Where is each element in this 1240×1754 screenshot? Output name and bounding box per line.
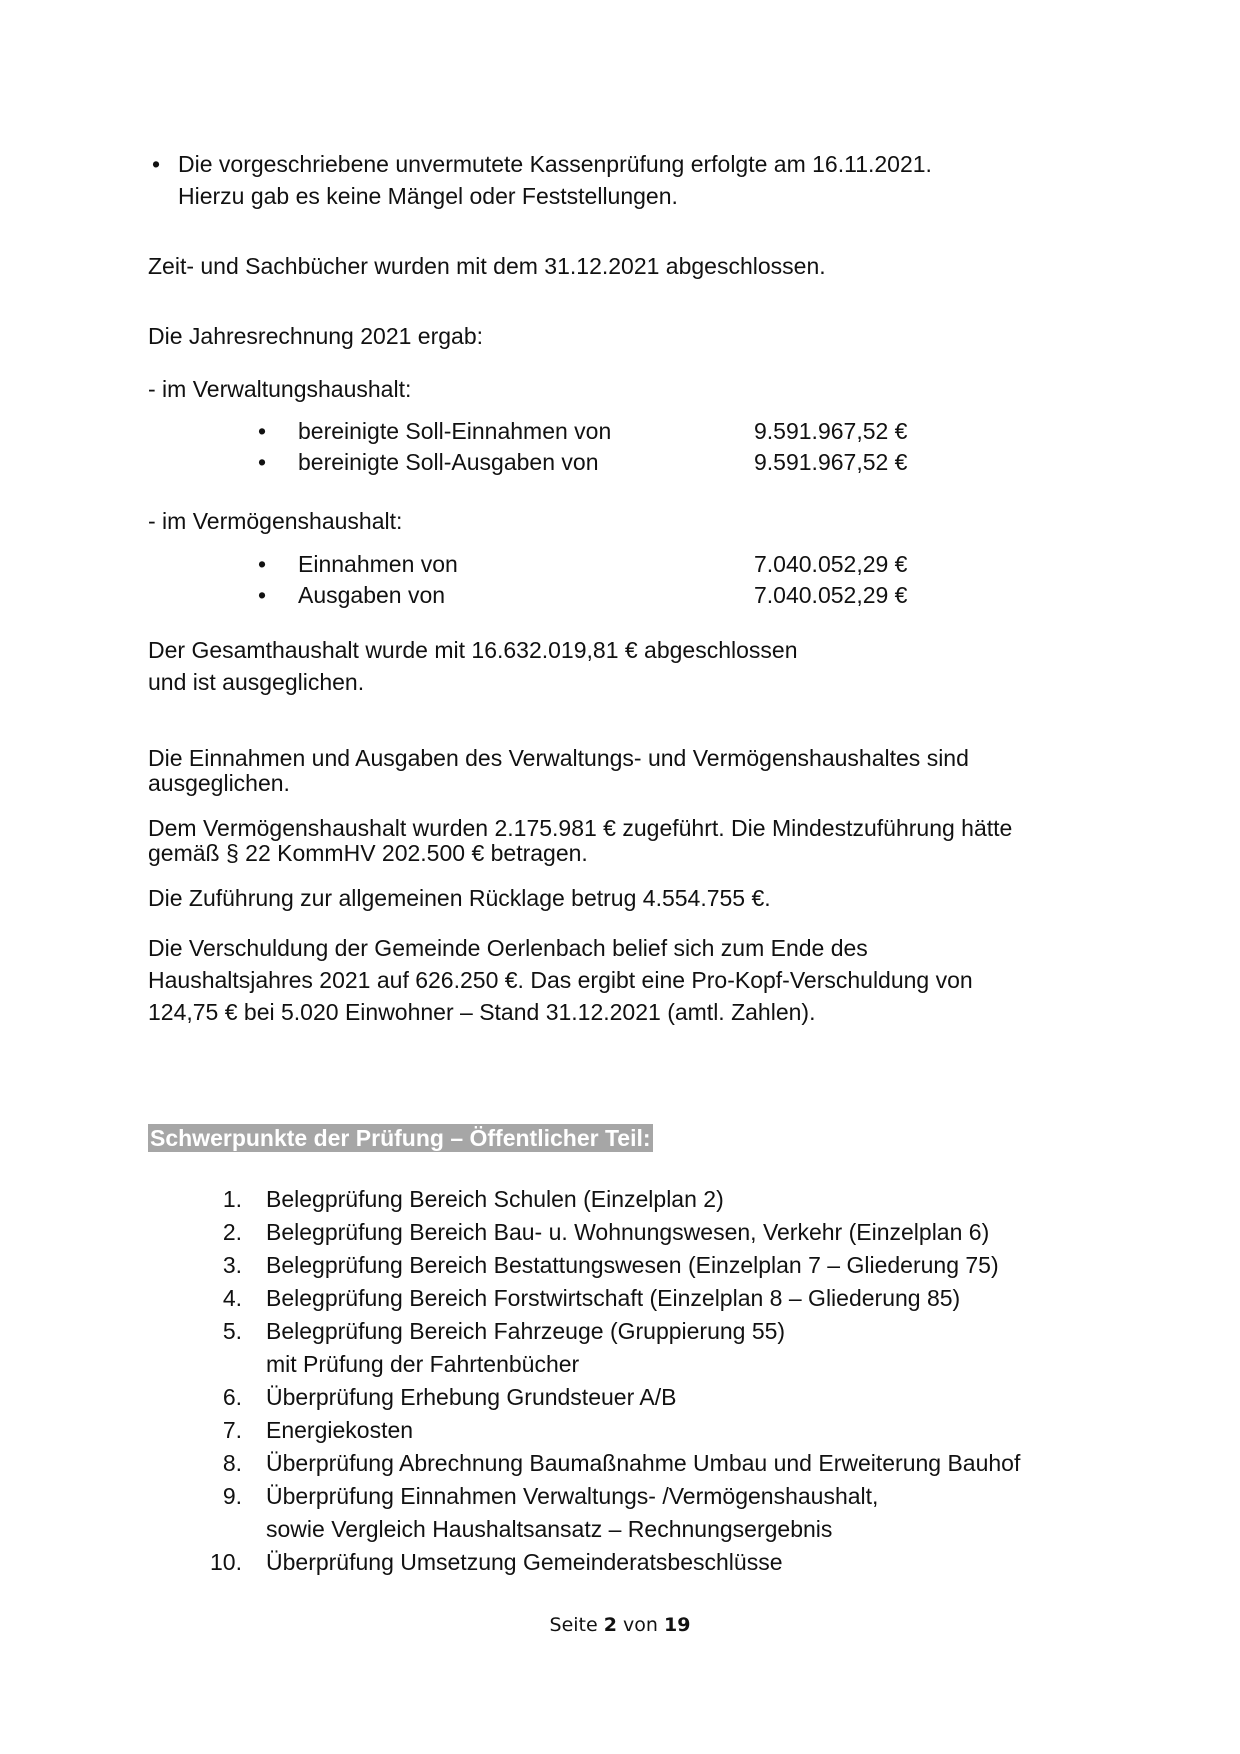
vermoegenshaushalt-label: - im Vermögenshaushalt: (148, 508, 403, 534)
item-text: Überprüfung Einnahmen Verwaltungs- /Vermögenshaushalt, (266, 1483, 879, 1509)
gesamthaushalt-text (148, 634, 1140, 698)
bullet-icon: • (258, 551, 267, 577)
list-item (258, 415, 958, 446)
section-heading-wrap (148, 1122, 1140, 1154)
item-amount: 7.040.052,29 € (754, 582, 908, 608)
item-label: bereinigte Soll-Ausgaben von (298, 449, 599, 475)
item-text: Belegprüfung Bereich Fahrzeuge (Gruppierung 55) (266, 1318, 786, 1344)
item-text: Belegprüfung Bereich Forstwirtschaft (Einzelplan 8 – Gliederung 85) (266, 1285, 961, 1311)
item-number: 3. (222, 1252, 242, 1278)
item-text: Energiekosten (266, 1417, 414, 1443)
list-item (200, 1216, 1200, 1249)
list-item (200, 1414, 1200, 1447)
gesamthaushalt-line-2: und ist ausgeglichen. (148, 669, 365, 695)
verwaltungshaushalt-list (258, 415, 958, 477)
books-closed-text: Zeit- und Sachbücher wurden mit dem 31.12.2021 abgeschlossen. (148, 253, 826, 279)
bullet-icon: • (152, 151, 161, 177)
verschuldung-paragraph (148, 932, 1140, 1028)
paragraph-line: Die Verschuldung der Gemeinde Oerlenbach belief sich zum Ende des (148, 935, 868, 961)
focus-list (200, 1183, 1200, 1579)
item-number: 9. (222, 1483, 242, 1509)
bullet-icon: • (258, 449, 267, 475)
item-number: 6. (222, 1384, 242, 1410)
item-label: Ausgaben von (298, 582, 446, 608)
list-item (200, 1282, 1200, 1315)
gesamthaushalt-line-1: Der Gesamthaushalt wurde mit 16.632.019,81 € abgeschlossen (148, 637, 798, 663)
paragraph-line: Haushaltsjahres 2021 auf 626.250 €. Das ergibt eine Pro-Kopf-Verschuldung von (148, 967, 973, 993)
bullet-icon: • (258, 582, 267, 608)
item-text: Belegprüfung Bereich Schulen (Einzelplan 2) (266, 1186, 724, 1212)
item-text: Überprüfung Abrechnung Baumaßnahme Umbau und Erweiterung Bauhof (266, 1450, 1021, 1476)
item-number: 5. (222, 1318, 242, 1344)
bullet-icon: • (258, 418, 267, 444)
list-item (200, 1249, 1200, 1282)
list-item (200, 1480, 1200, 1546)
page-footer (0, 1612, 1240, 1638)
list-item (200, 1381, 1200, 1414)
item-amount: 9.591.967,52 € (754, 449, 908, 475)
paragraph-line: Die Einnahmen und Ausgaben des Verwaltungs- und Vermögenshaushaltes sind (148, 745, 969, 771)
paragraph-line: 124,75 € bei 5.020 Einwohner – Stand 31.12.2021 (amtl. Zahlen). (148, 999, 816, 1025)
list-item (258, 579, 958, 610)
list-item (200, 1447, 1200, 1480)
balanced-paragraph (148, 746, 1140, 796)
item-text: Belegprüfung Bereich Bau- u. Wohnungswesen, Verkehr (Einzelplan 6) (266, 1219, 990, 1245)
item-text: mit Prüfung der Fahrtenbücher (266, 1351, 580, 1377)
footer-total-pages: 19 (664, 1614, 691, 1636)
item-text: Überprüfung Umsetzung Gemeinderatsbeschlüsse (266, 1549, 783, 1575)
item-number: 1. (222, 1186, 242, 1212)
item-amount: 7.040.052,29 € (754, 551, 908, 577)
item-number: 10. (210, 1549, 242, 1575)
footer-page-number: 2 (603, 1614, 617, 1636)
list-item (200, 1183, 1200, 1216)
ruecklage-paragraph: Die Zuführung zur allgemeinen Rücklage betrug 4.554.755 €. (148, 885, 771, 911)
list-item (258, 548, 958, 579)
intro-line-2: Hierzu gab es keine Mängel oder Feststellungen. (178, 183, 678, 209)
paragraph-line: gemäß § 22 KommHV 202.500 € betragen. (148, 840, 588, 866)
list-item (200, 1315, 1200, 1381)
verwaltungshaushalt-label: - im Verwaltungshaushalt: (148, 376, 412, 402)
section-heading: Schwerpunkte der Prüfung – Öffentlicher Teil: (150, 1125, 651, 1151)
item-number: 4. (222, 1285, 242, 1311)
list-item (200, 1546, 1200, 1579)
annual-statement-intro: Die Jahresrechnung 2021 ergab: (148, 323, 484, 349)
item-number: 2. (222, 1219, 242, 1245)
item-text: sowie Vergleich Haushaltsansatz – Rechnungsergebnis (266, 1516, 833, 1542)
item-label: bereinigte Soll-Einnahmen von (298, 418, 612, 444)
item-text: Überprüfung Erhebung Grundsteuer A/B (266, 1384, 677, 1410)
vermoegenshaushalt-list (258, 548, 958, 610)
item-label: Einnahmen von (298, 551, 458, 577)
item-amount: 9.591.967,52 € (754, 418, 908, 444)
footer-middle: von (623, 1614, 658, 1636)
paragraph-line: ausgeglichen. (148, 770, 290, 796)
intro-line-1: Die vorgeschriebene unvermutete Kassenprüfung erfolgte am 16.11.2021. (178, 151, 932, 177)
footer-prefix: Seite (549, 1614, 598, 1636)
paragraph-line: Dem Vermögenshaushalt wurden 2.175.981 € zugeführt. Die Mindestzuführung hätte (148, 815, 1013, 841)
item-number: 7. (222, 1417, 242, 1443)
list-item (258, 446, 958, 477)
item-number: 8. (222, 1450, 242, 1476)
zufuehrung-paragraph (148, 816, 1140, 866)
item-text: Belegprüfung Bereich Bestattungswesen (Einzelplan 7 – Gliederung 75) (266, 1252, 999, 1278)
